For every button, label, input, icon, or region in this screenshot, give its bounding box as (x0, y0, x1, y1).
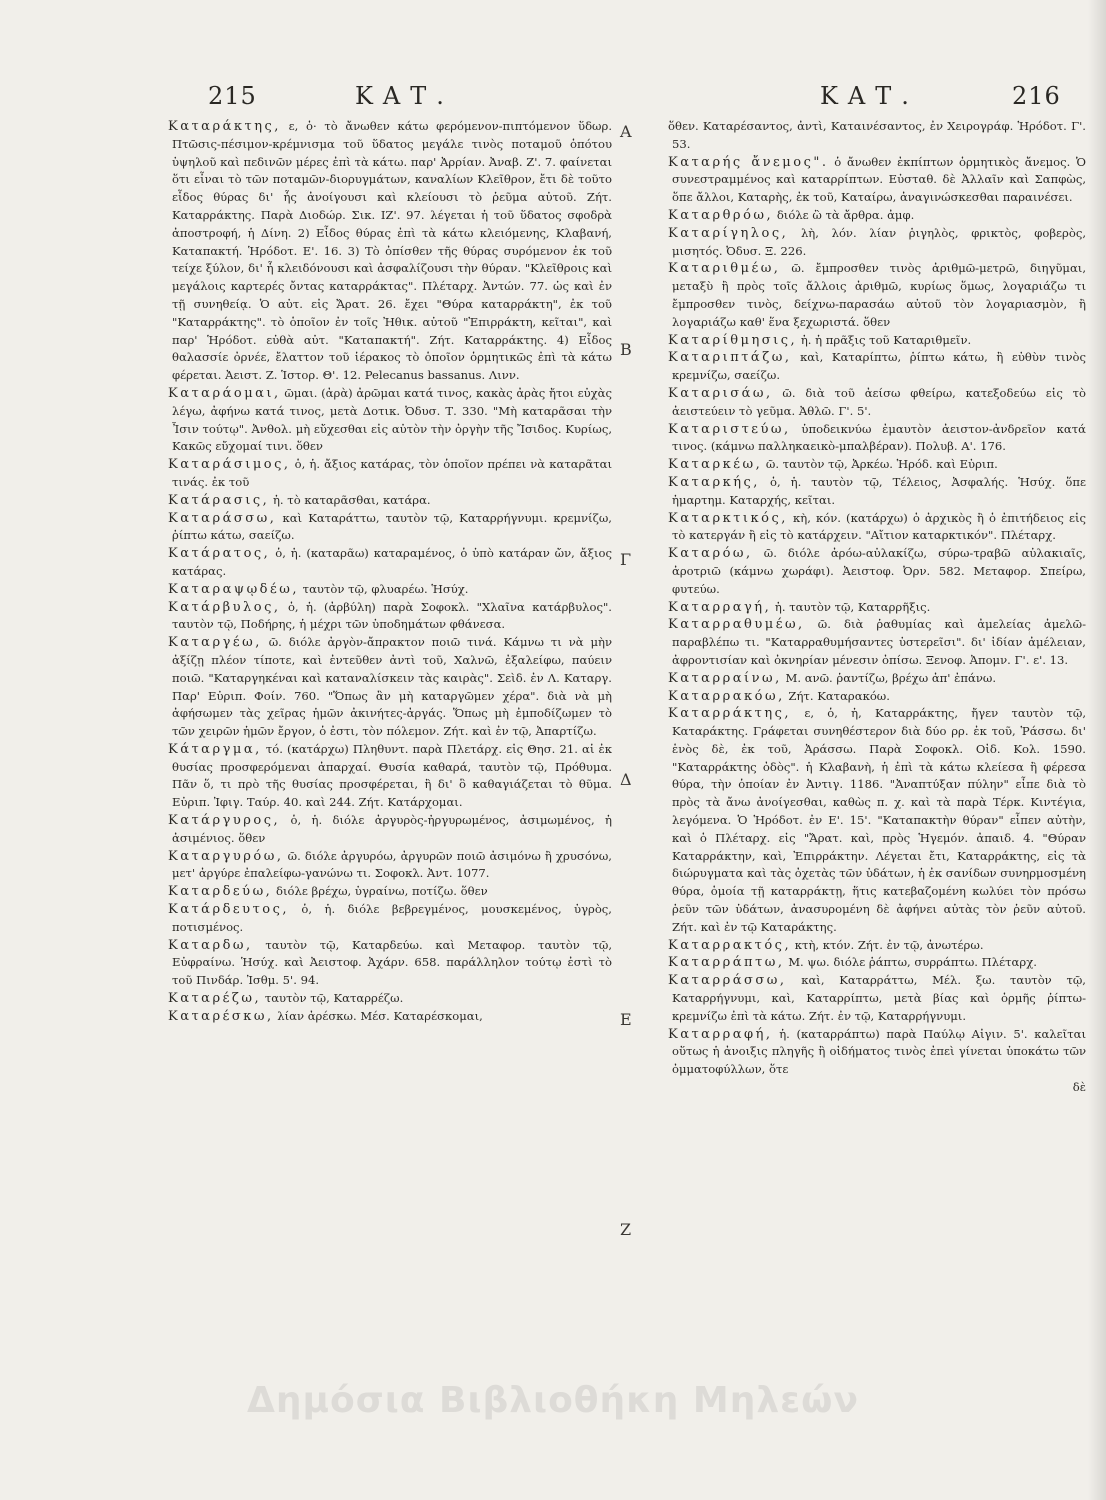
entry-definition: ἡ. ἡ πρᾶξις τοῦ Καταριθμεῖν. (800, 332, 972, 347)
entry-headword: Καταρδω, (168, 937, 253, 953)
entry-definition: ἡ. τὸ καταρᾶσθαι, κατάρα. (272, 492, 431, 507)
dictionary-entry (668, 510, 1086, 546)
dictionary-entry (168, 901, 612, 937)
entry-definition: ἡ. ταυτὸν τῷ, Καταρρῆξις. (774, 599, 931, 614)
dictionary-entry (668, 207, 1086, 225)
entry-definition: ταυτὸν τῷ, Καταρδεύω. καὶ Μεταφορ. ταυτὸν τῷ, Εὐφραίνω. Ἡσύχ. καὶ Ἀειστοφ. Ἀχάρν. 658. παράλληλον τούτῳ ἐστὶ τὸ τοῦ Πινδάρ. Ἰσθμ. 5'. 94. (172, 937, 612, 988)
dictionary-entry (668, 545, 1086, 598)
dictionary-entry (668, 670, 1086, 688)
entry-definition: διόλε βρέχω, ὑγραίνω, ποτίζω. ὅθεν (276, 884, 488, 899)
entry-definition: διόλε ὢ τὰ ἄρθρα. ἀμφ. (776, 207, 915, 222)
section-letter: Ζ (620, 1220, 632, 1239)
entry-definition: Μ. ανῶ. ῥαντίζω, βρέχω ἀπ' ἐπάνω. (785, 670, 997, 685)
dictionary-entry (668, 954, 1086, 972)
entry-definition: ὁ, ἡ. ταυτὸν τῷ, Τέλειος, Ἀσφαλής. Ἡσύχ. ὅπε ἡμαρτημ. Καταρχής, κεῖται. (672, 474, 1087, 507)
dictionary-entry (668, 599, 1086, 617)
entry-definition: ὁ, ἡ. ἄξιος κατάρας, τὸν ὁποῖον πρέπει νὰ καταρᾶται τινάς. ἐκ τοῦ (172, 457, 612, 489)
entry-definition: καὶ Καταράττω, ταυτὸν τῷ, Καταρρήγνυμι. κρεμνίζω, ῥίπτω κάτω, σαείζω. (172, 510, 612, 543)
dictionary-entry (668, 421, 1086, 457)
dictionary-entry (168, 581, 612, 599)
library-watermark: Δημόσια Βιβλιοθήκη Μηλεών (246, 1380, 859, 1421)
entry-headword: Καταριστεύω, (668, 421, 791, 437)
entry-definition: ὁ, ἡ. διόλε ἀργυρὸς-ἠργυρωμένος, ἀσιμωμένος, ἡ ἀσιμένιος. ὅθεν (172, 813, 613, 845)
dictionary-entry (168, 741, 612, 812)
dictionary-entry (668, 225, 1086, 261)
dictionary-entry (668, 154, 1086, 207)
entry-headword: Καταρρακτός, (668, 937, 792, 953)
running-head-right: ΚΑΤ. (820, 82, 919, 110)
entry-definition: καὶ, Καταρράττω, Μέλ. ξω. ταυτὸν τῷ, Καταρρήγνυμι, καὶ, Καταρρίπτω, μετὰ βίας καὶ ὁρμῆς ῥίπτω-κρεμνίζω ἐπὶ τὰ κάτω. Ζήτ. ἐν τῷ, Καταρρήγνυμι. (672, 973, 1086, 1023)
entry-definition: ε, ὁ, ἡ, Καταρράκτης, ἤγεν ταυτὸν τῷ, Καταράκτης. Γράφεται συνηθέστερον διὰ δύο ρρ. ἐκ τοῦ, Ῥάσσω. δι' ἑνὸς δὲ, ἐκ τοῦ, Ἀράσσω. Παρὰ Σοφοκλ. Οἰδ. Κολ. 1590. "Καταρράκτης ὀδὸς". ἡ Κλαβανὴ, ἡ ἐπὶ τὰ κάτω κλείεσα ἢ φέρεσα θύρα, τὴν ὁποίαν ἐν Ἀντιγ. 1186. "Ἀναπτύξαν πύλην" εἶπε διὰ τὸ πρὸς τὰ ἄνω ἀνοίγεσθαι, καθὼς π. χ. καὶ τὰ παρὰ Τέρκ. Κιντέγια, λεγόμενα. Ὁ Ἡρόδοτ. ἐν Ε'. 15'. "Καταπακτὴν θύραν" εἶπεν αὐτὴν, καὶ ὁ Πλέταρχ. εἰς "Ἄρατ. καὶ, πρὸς Ἡγεμόν. ἀπαιδ. 4. "Θύραν Καταρράκτην, καὶ, Ἐπιρράκτην. Λέγεται ἔτι, Καταρράκτης, εἰς τὰ διώρυγματα καὶ τὰς ὀχετὰς τῶν ὑδάτων, ἡ ἐκ σανίδων συνηρμοσμένη θύρα, ὁμοία τῇ καταρράκτῃ, ἥτις κατεβαζομένη κωλύει τὸν πρόσω ῥεῦν τῶν ὑδάτων, ἀνασυρομένη δὲ ἀφήνει αὐτὰς τὸν ῥεῦν αὐτοῦ. Ζήτ. καὶ ἐν τῷ Καταράκτης. (672, 706, 1087, 934)
entry-definition: λίαν ἀρέσκω. Μέσ. Καταρέσκομαι, (277, 1008, 483, 1023)
entry-definition: λὴ, λόν. λίαν ῥιγηλὸς, φρικτὸς, φοβερὸς, μισητός. Ὀδυσ. Ξ. 226. (672, 225, 1086, 258)
entry-headword: Καταρκής, (668, 474, 760, 490)
entry-headword: Καταρκέω, (668, 457, 763, 473)
entry-headword: Κατάρασις, (168, 492, 270, 508)
entry-definition: ἡ. (καταρράπτω) παρὰ Παύλῳ Αἰγιν. 5'. καλεῖται οὕτως ἡ ἀνοιξις πληγῆς ἢ οἰδήματος τινὸς ἐπεὶ γίνεται ὑποκάτω τῶν ὀμματοφύλλων, ὅτε (672, 1026, 1086, 1077)
page-number-right: 216 (1012, 82, 1061, 110)
entry-headword: Καταρδεύω, (168, 884, 273, 900)
entry-headword: Καταρραίνω, (668, 670, 782, 686)
entry-definition: Ζήτ. Καταρακόω. (788, 688, 890, 703)
dictionary-entry (668, 456, 1086, 474)
entry-definition: ὁ, ἡ. διόλε βεβρεγμένος, μουσκεμένος, ὑγρὸς, ποτισμένος. (172, 902, 612, 934)
entry-definition: τό. (κατάρχω) Πληθυντ. παρὰ Πλετάρχ. εἰς Θησ. 21. αἱ ἐκ θυσίας προσφερόμεναι ἀπαρχαί. Θυσία καθαρά, ταυτὸν τῷ, Πρόθυμα. Πᾶν ὅ, τι πρὸ τῆς θυσίας προσφέρεται, ἢ δι' ὃ καθαγιάζεται τὸ θῦμα. Εὐριπ. Ἰφιγ. Ταύρ. 40. καὶ 244. Ζήτ. Κατάρχομαι. (172, 741, 612, 810)
section-letter: Δ (620, 770, 632, 789)
dictionary-entry (668, 705, 1086, 936)
entry-headword: Καταρράσσω, (668, 973, 787, 989)
entry-definition: ε, ὁ· τὸ ἄνωθεν κάτω φερόμενον-πιπτόμενον ὕδωρ. Πτῶσις-πέσιμον-κρέμνισμα τοῦ ὕδατος μεγάλε τινὸς ποταμοῦ ὁπότου ὑψηλοῦ καὶ πεδινῶν μέρες ἐπὶ τὰ κάτω. παρ' Ἀρρίαν. Ἀναβ. Ζ'. 7. φαίνεται ὅτι εἶναι τὸ τῶν ποταμῶν-διορυγμάτων, καναλίων Κλεῖθρον, ἔτι δὲ τοῦτο εἶδος θύρας δι' ἧς ἀνοίγουσι καὶ κλείουσι τὸ ῥεῦμα αὐτοῦ. Ζήτ. Καταρράκτης. Παρὰ Διοδώρ. Σικ. ΙΖ'. 97. λέγεται ἡ τοῦ ὕδατος σφοδρὰ ἀποστροφή, ἡ Δίνη. 2) Εἶδος θύρας ἐπὶ τὰ κάτω κλειόμενης, Κλαβανή, Καταπακτή. Ἡρόδοτ. Ε'. 16. 3) Τὸ ὀπίσθεν τῆς θύρας συρόμενον ἐκ τοῦ τείχε ξύλον, δι' ἧ κλειδόνουσι καὶ ἀσφαλίζουσι τὴν θύραν. "Κλεῖθροις καὶ μεγάλοις καρτερές ὄντας καταρράκτας". Πλέταρχ. Ἀντών. 77. ὡς καὶ ἐν τῇ συνηθείᾳ. Ὁ αὐτ. εἰς Ἄρατ. 26. ἔχει "Θύρα καταρράκτη", ἐκ τοῦ "Καταρράκτης". τὸ ὁποῖον ἐν τοῖς Ἠθικ. αὐτοῦ "Ἐπιρράκτη, κεῖται", καὶ παρ' Ἡρόδοτ. εὐθὰ αὐτ. "Καταπακτή". Ζήτ. Καταρράκτης. 4) Εἶδος θαλασσίε ὀρνέε, ἔλαττον τοῦ ἱέρακος τὸ ὁποῖον ὁρμητικῶς ἐπὶ τὰ κάτω φέρεται. Ἀειστ. Ζ. Ἱστορ. Θ'. 12. Pelecanus bassanus. Λινν. (172, 119, 612, 383)
entry-definition: ὁ, ἡ. (καταρᾶω) καταραμένος, ὁ ὑπὸ κατάραν ὤν, ἄξιος κατάρας. (172, 546, 612, 578)
entry-headword: Καταρισάω, (668, 385, 773, 401)
entry-definition: ὁ ἄνωθεν ἐκπίπτων ὁρμητικὸς ἄνεμος. Ὁ συνεστραμμένος καὶ καταρρίπτων. Εὐσταθ. δὲ Ἀλλαῖν καὶ Σαπφὼς, ὅπε ἄλλοι, Καταρὴς, ἐκ τοῦ, Καταίρω, ἀναγινώσκεσθαι παραινέσει. (672, 154, 1087, 205)
entry-headword: Καταριπτάζω, (668, 350, 792, 366)
dictionary-entry (668, 385, 1086, 421)
dictionary-entry (668, 616, 1086, 669)
dictionary-entry (668, 688, 1086, 706)
left-column (168, 118, 612, 1026)
page-edge-shadow (1088, 0, 1106, 1500)
entry-definition: ῶ. διόλε ἀργὸν-ἄπρακτον ποιῶ τινά. Κάμνω τι νὰ μὴν ἀξίζῃ πλέον τίποτε, καὶ ἐντεῦθεν ἀντὶ τοῦ, Χαλνῶ, ἐξαλείφω, παύειν ποιῶ. "Καταργηκέναι καὶ καταναλίσκειν τὰς καιρὰς". Σεὶδ. ἐν Λ. Καταργ. Παρ' Εὐριπ. Φοίν. 760. "Ὅπως ἂν μὴ καταργῶμεν χέρα". διὰ νὰ μὴ ἀφήσωμεν τὰς χεῖρας ἡμῶν ἀκινήτες-ἀργάς. Ὅπως μὴ ἐμποδίζωμεν τὸ τῶν χειρῶν ἡμῶν ἔργον, ὁ ἐστι, τὸν πόλεμον. Ζήτ. καὶ ἐν τῷ, Ἀπαρτίζω. (172, 635, 612, 739)
section-letter: Ε (620, 1010, 632, 1029)
dictionary-entry (668, 118, 1086, 154)
entry-headword: Καταρής ἄνεμος". (668, 154, 829, 170)
dictionary-entry (668, 1026, 1086, 1079)
dictionary-entry (168, 510, 612, 546)
entry-definition: κὴ, κόν. (κατάρχω) ὁ ἀρχικὸς ἢ ὁ ἐπιτήδειος εἰς τὸ κατεργάν ἢ εἰς τὸ κατάρχειν. "Αἴτιον καταρκτικόν". Πλέταρχ. (672, 510, 1086, 543)
entry-definition: ῶ. διὰ τοῦ ἀείσω φθείρω, κατεξοδεύω εἰς τὸ ἀειστεύειν τὸ γεῦμα. Ἀθλῶ. Γ'. 5'. (672, 385, 1086, 418)
dictionary-entry (168, 599, 612, 635)
entry-headword: Καταρραφή, (668, 1026, 773, 1042)
entry-definition: ταυτὸν τῷ, Καταρρέζω. (264, 991, 404, 1006)
right-column (668, 118, 1086, 1097)
entry-definition: ὑποδεικνύω ἐμαυτὸν ἀειστον-ἀνδρεῖον κατά τινος. (κάμνω παλληκαεικὸ-μπαλβέραν). Πολυβ. Α'. 176. (672, 421, 1087, 454)
entry-definition: ῶμαι. (ἀρὰ) ἀρῶμαι κατά τινος, κακὰς ἀρὰς ἤτοι εὐχὰς λέγω, ἀφήνω κατά τινος, μετὰ Δοτικ. Ὀδυσ. Τ. 330. "Μὴ καταρᾶσαι τὴν Ἶσιν τούτῳ". Ἀνθολ. μὴ εὔχεσθαι εἰς αὐτὸν τὴν ὀργὴν τῆς Ἴσιδος. Κυρίως, Κακῶς εὔχομαί τινι. ὅθεν (172, 385, 613, 454)
entry-definition: Μ. ψω. διόλε ῥάπτω, συρράπτω. Πλέταρχ. (788, 955, 1037, 970)
dictionary-entry (668, 260, 1086, 331)
dictionary-entry (168, 492, 612, 510)
entry-headword: Καταρραθυμέω, (668, 617, 805, 633)
entry-definition: ῶ. διόλε ἀρόω-αὐλακίζω, σύρω-τραβῶ αὐλακιαῖς, ἀροτριῶ (κάμνω χωράφι). Ἀειστοφ. Ὀρν. 582. Μεταφορ. Σπείρω, φυτεύω. (672, 546, 1086, 596)
entry-headword: Καταράομαι, (168, 385, 281, 401)
dictionary-entry (168, 1008, 612, 1026)
entry-definition: ὅθεν. Καταρέσαντος, ἀντὶ, Καταινέσαντος, ἐν Χειρογράφ. Ἡρόδοτ. Γ'. 53. (668, 119, 1086, 151)
section-letter: Β (620, 340, 632, 359)
dictionary-entry (668, 474, 1086, 510)
dictionary-entry (168, 456, 612, 492)
entry-definition: ῶ. ταυτὸν τῷ, Ἀρκέω. Ἡρόδ. καὶ Εὐριπ. (765, 457, 998, 472)
entry-headword: Καταραψῳδέω, (168, 581, 299, 597)
entry-headword: Καταρόω, (668, 546, 753, 562)
entry-headword: Κάταργμα, (168, 741, 262, 757)
entry-headword: Καταράκτης, (168, 119, 281, 134)
dictionary-entry (168, 812, 612, 848)
entry-headword: Καταρρακόω, (668, 688, 785, 704)
catchword: δὲ (1072, 1080, 1086, 1095)
running-head-left: ΚΑΤ. (355, 82, 454, 110)
dictionary-entry (168, 990, 612, 1008)
entry-headword: Καταρκτικός, (668, 510, 788, 526)
entry-definition: ὁ, ἡ. (ἀρβύλη) παρὰ Σοφοκλ. "Χλαῖνα κατάρβυλος". ταυτὸν τῷ, Ποδήρης, ἡ μέχρι τῶν ὑποδημάτων φθάνεσα. (172, 599, 612, 632)
dictionary-entry (168, 545, 612, 581)
section-letter: Α (620, 122, 632, 141)
entry-headword: Καταρράκτης, (668, 706, 792, 722)
dictionary-entry (168, 118, 612, 385)
entry-headword: Καταργέω, (168, 635, 262, 651)
dictionary-entry (168, 634, 612, 741)
dictionary-entry (668, 972, 1086, 1025)
entry-headword: Κατάρβυλος, (168, 599, 281, 615)
entry-headword: Κατάρδευτος, (168, 902, 289, 918)
entry-headword: Καταρέζω, (168, 991, 262, 1007)
entry-headword: Καταράσιμος, (168, 457, 291, 473)
section-letter-gutter (612, 0, 648, 1500)
entry-definition: ταυτὸν τῷ, φλυαρέω. Ἡσύχ. (302, 581, 469, 596)
entry-definition: ῶ. διὰ ῥαθυμίας καὶ ἀμελείας ἀμελῶ-παραβλέπω τι. "Καταρραθυμήσαντες ὑστερεῖσι". δι' ἰδίαν ἀμέλειαν, ἀφροντισίαν καὶ ὀκνηρίαν μένεσιν ὀπίσω. Ξενοφ. Ἀπομν. Γ'. ε'. 13. (672, 617, 1086, 667)
entry-headword: Καταρράπτω, (668, 955, 785, 971)
dictionary-entry (668, 349, 1086, 385)
entry-headword: Καταργυρόω, (168, 848, 284, 864)
entry-headword: Καταρίγηλος, (668, 225, 789, 241)
dictionary-entry (168, 385, 612, 456)
entry-headword: Καταρθρόω, (668, 207, 774, 223)
entry-headword: Κατάρατος, (168, 546, 271, 562)
dictionary-entry (168, 937, 612, 990)
entry-headword: Καταρραγή, (668, 599, 772, 615)
entry-headword: Καταρέσκω, (168, 1008, 274, 1024)
dictionary-entry (168, 848, 612, 884)
entry-headword: Κατάργυρος, (168, 813, 281, 829)
entry-definition: ῶ. ἔμπροσθεν τινὸς ἀριθμῶ-μετρῶ, διηγῦμαι, μεταξὺ ἢ πρὸς τοῖς ἄλλοις ἀριθμῶ, κυρίως ὅμως, λογαριάζω τι ἔμπροσθεν τινὸς, δείχνω-παρασάω αὐτοῦ τὸν λογαριασμὸν, ἢ λογαριάζω καθ' ἕνα ξεχωριστά. ὅθεν (672, 261, 1087, 329)
entry-headword: Καταρίθμησις, (668, 332, 798, 348)
entry-headword: Καταριθμέω, (668, 261, 781, 277)
entry-definition: καὶ, Καταρίπτω, ῥίπτω κάτω, ἢ εὐθὺν τινὸς κρεμνίζω, σαείζω. (672, 350, 1086, 383)
entry-definition: κτὴ, κτόν. Ζήτ. ἐν τῷ, ἀνωτέρω. (794, 937, 984, 952)
dictionary-entry (668, 332, 1086, 350)
page-number-left: 215 (208, 82, 257, 110)
dictionary-entry (668, 937, 1086, 955)
entry-definition: ῶ. διόλε ἀργυρόω, ἀργυρῶν ποιῶ ἀσιμόνω ἢ χρυσόνω, μετ' ἀργύρε ἐπαλείφω-γανώνω τι. Σοφοκλ. Ἀντ. 1077. (172, 848, 612, 881)
dictionary-entry (168, 883, 612, 901)
section-letter: Γ (620, 550, 632, 569)
entry-headword: Καταράσσω, (168, 510, 277, 526)
